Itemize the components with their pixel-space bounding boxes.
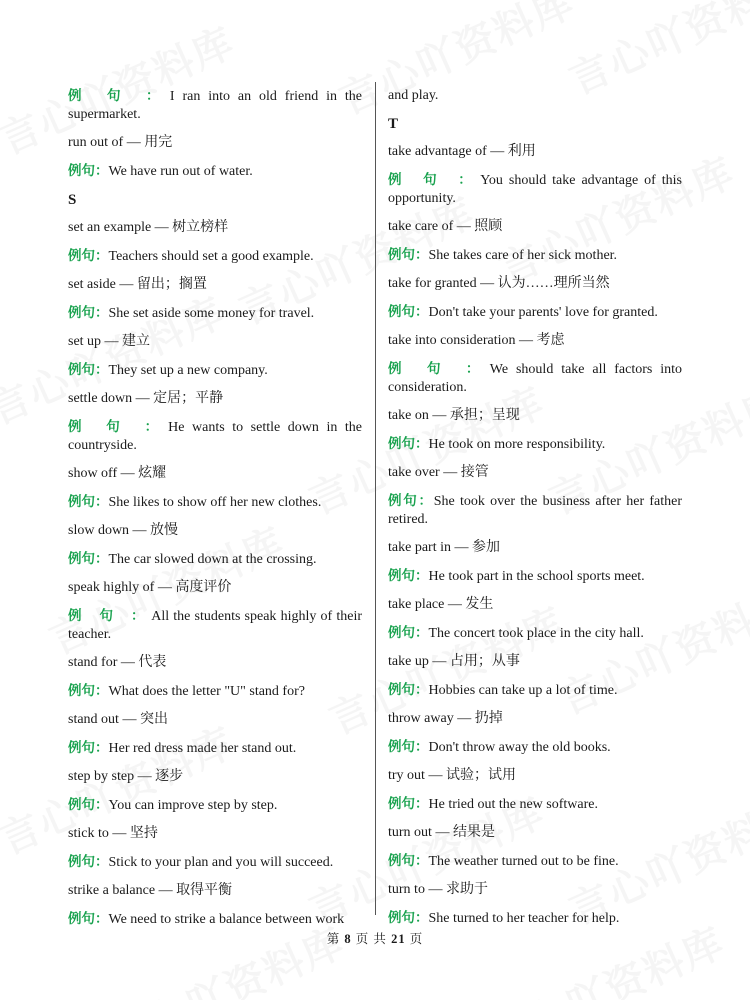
- example-sentence: [388, 563, 682, 592]
- example-sentence: [388, 734, 682, 763]
- phrase-entry: take advantage of — 利用: [388, 144, 536, 159]
- example-text: Teachers should set a good example.: [108, 249, 314, 264]
- example-label: 例句：: [68, 740, 109, 756]
- example-sentence: [68, 678, 362, 707]
- phrase-entry: strike a balance — 取得平衡: [68, 883, 233, 898]
- section-letter-heading: S: [68, 192, 77, 208]
- left-column: [68, 83, 362, 935]
- phrase-entry: speak highly of — 高度评价: [68, 580, 232, 595]
- phrase-entry: throw away — 扔掉: [388, 711, 503, 726]
- page-footer: [0, 929, 750, 947]
- example-label: 例句：: [68, 911, 109, 927]
- phrase-entry: slow down — 放慢: [68, 523, 179, 538]
- example-text: Stick to your plan and you will succeed.: [108, 855, 334, 870]
- example-text: He took part in the school sports meet.: [428, 569, 645, 584]
- footer-page-number: 8: [344, 932, 352, 946]
- phrase-entry: turn out — 结果是: [388, 825, 495, 840]
- phrase-entry: take for granted — 认为……理所当然: [388, 276, 610, 291]
- example-continuation: and play.: [388, 88, 439, 103]
- example-text: She set aside some money for travel.: [108, 306, 315, 321]
- example-sentence: [68, 849, 362, 878]
- example-sentence: [388, 431, 682, 460]
- example-sentence: [388, 677, 682, 706]
- phrase-entry: set an example — 树立榜样: [68, 220, 229, 235]
- example-label: 例句：: [68, 551, 109, 567]
- example-sentence: [388, 791, 682, 820]
- example-sentence: [68, 414, 362, 461]
- example-sentence: [68, 735, 362, 764]
- phrase-entry: take into consideration — 考虑: [388, 333, 565, 348]
- example-sentence: [68, 792, 362, 821]
- example-label: 例句：: [388, 568, 429, 584]
- footer-prefix: 第: [326, 932, 341, 946]
- example-label: 例句：: [388, 796, 429, 812]
- example-sentence: [68, 357, 362, 386]
- example-label: 例句：: [388, 625, 429, 641]
- phrase-entry: try out — 试验；试用: [388, 768, 516, 783]
- section-letter-heading: T: [388, 116, 399, 132]
- phrase-entry: turn to — 求助于: [388, 882, 488, 897]
- example-text: Don't take your parents' love for granted.: [428, 305, 658, 320]
- example-label: 例 句 ：: [68, 608, 152, 624]
- example-label: 例句：: [68, 797, 109, 813]
- example-sentence: [68, 83, 362, 130]
- phrase-entry: run out of — 用完: [68, 135, 173, 150]
- column-divider: [375, 82, 376, 915]
- example-text: Don't throw away the old books.: [428, 740, 611, 755]
- example-label: 例句：: [388, 910, 429, 926]
- example-sentence: [388, 167, 682, 214]
- example-text: The weather turned out to be fine.: [428, 854, 619, 869]
- example-text: What does the letter "U" stand for?: [108, 684, 305, 699]
- example-sentence: [388, 299, 682, 328]
- example-text: He wants to settle down in the countryside.: [68, 420, 362, 453]
- example-sentence: [68, 158, 362, 187]
- example-text: Her red dress made her stand out.: [108, 741, 297, 756]
- phrase-entry: set aside — 留出；搁置: [68, 277, 207, 292]
- phrase-entry: stick to — 坚持: [68, 826, 158, 841]
- example-sentence: [388, 242, 682, 271]
- phrase-entry: show off — 炫耀: [68, 466, 167, 481]
- example-label: 例句：: [388, 853, 429, 869]
- phrase-entry: take care of — 照顾: [388, 219, 503, 234]
- example-sentence: [388, 620, 682, 649]
- example-text: You can improve step by step.: [108, 798, 278, 813]
- example-label: 例句：: [68, 305, 109, 321]
- footer-middle: 页 共: [355, 932, 387, 946]
- example-text: Hobbies can take up a lot of time.: [428, 683, 618, 698]
- example-text: All the students speak highly of their teacher.: [68, 609, 363, 642]
- example-text: We should take all factors into consideration.: [388, 362, 683, 395]
- example-label: 例句：: [68, 683, 109, 699]
- example-text: The concert took place in the city hall.: [428, 626, 644, 641]
- example-text: She took over the business after her father retired.: [388, 494, 683, 527]
- example-text: She turned to her teacher for help.: [428, 911, 620, 926]
- phrase-entry: take over — 接管: [388, 465, 489, 480]
- phrase-entry: take on — 承担；呈现: [388, 408, 520, 423]
- example-text: We need to strike a balance between work: [108, 912, 345, 927]
- example-label: 例句：: [388, 493, 434, 509]
- phrase-entry: stand for — 代表: [68, 655, 167, 670]
- example-sentence: [68, 546, 362, 575]
- example-sentence: [388, 356, 682, 403]
- phrase-entry: step by step — 逐步: [68, 769, 184, 784]
- example-label: 例 句 ：: [68, 88, 170, 104]
- example-label: 例 句 ：: [68, 419, 169, 435]
- example-label: 例句：: [68, 494, 109, 510]
- phrase-entry: set up — 建立: [68, 334, 151, 349]
- phrase-entry: take up — 占用；从事: [388, 654, 520, 669]
- example-label: 例 句 ：: [388, 361, 490, 377]
- footer-total-pages: 21: [391, 932, 406, 946]
- example-text: They set up a new company.: [108, 363, 268, 378]
- example-text: I ran into an old friend in the supermarket.: [68, 89, 363, 122]
- example-label: 例句：: [68, 854, 109, 870]
- example-text: She likes to show off her new clothes.: [108, 495, 322, 510]
- example-label: 例句：: [388, 247, 429, 263]
- example-label: 例句：: [388, 436, 429, 452]
- example-text: He tried out the new software.: [428, 797, 598, 812]
- phrase-entry: take place — 发生: [388, 597, 494, 612]
- example-label: 例句：: [388, 739, 429, 755]
- example-sentence: [68, 489, 362, 518]
- right-column: [388, 83, 682, 934]
- example-text: The car slowed down at the crossing.: [108, 552, 317, 567]
- example-text: He took on more responsibility.: [428, 437, 606, 452]
- example-sentence: [68, 300, 362, 329]
- example-label: 例句：: [68, 248, 109, 264]
- footer-suffix: 页: [409, 932, 424, 946]
- phrase-entry: take part in — 参加: [388, 540, 500, 555]
- example-text: You should take advantage of this opportunity.: [388, 173, 682, 206]
- phrase-entry: settle down — 定居；平静: [68, 391, 224, 406]
- example-label: 例 句 ：: [388, 172, 481, 188]
- example-label: 例句：: [68, 362, 109, 378]
- example-sentence: [68, 243, 362, 272]
- example-sentence: [388, 488, 682, 535]
- example-label: 例句：: [388, 304, 429, 320]
- example-text: We have run out of water.: [108, 164, 253, 179]
- example-text: She takes care of her sick mother.: [428, 248, 618, 263]
- example-label: 例句：: [388, 682, 429, 698]
- phrase-entry: stand out — 突出: [68, 712, 168, 727]
- example-label: 例句：: [68, 163, 109, 179]
- example-sentence: [388, 848, 682, 877]
- example-sentence: [68, 603, 362, 650]
